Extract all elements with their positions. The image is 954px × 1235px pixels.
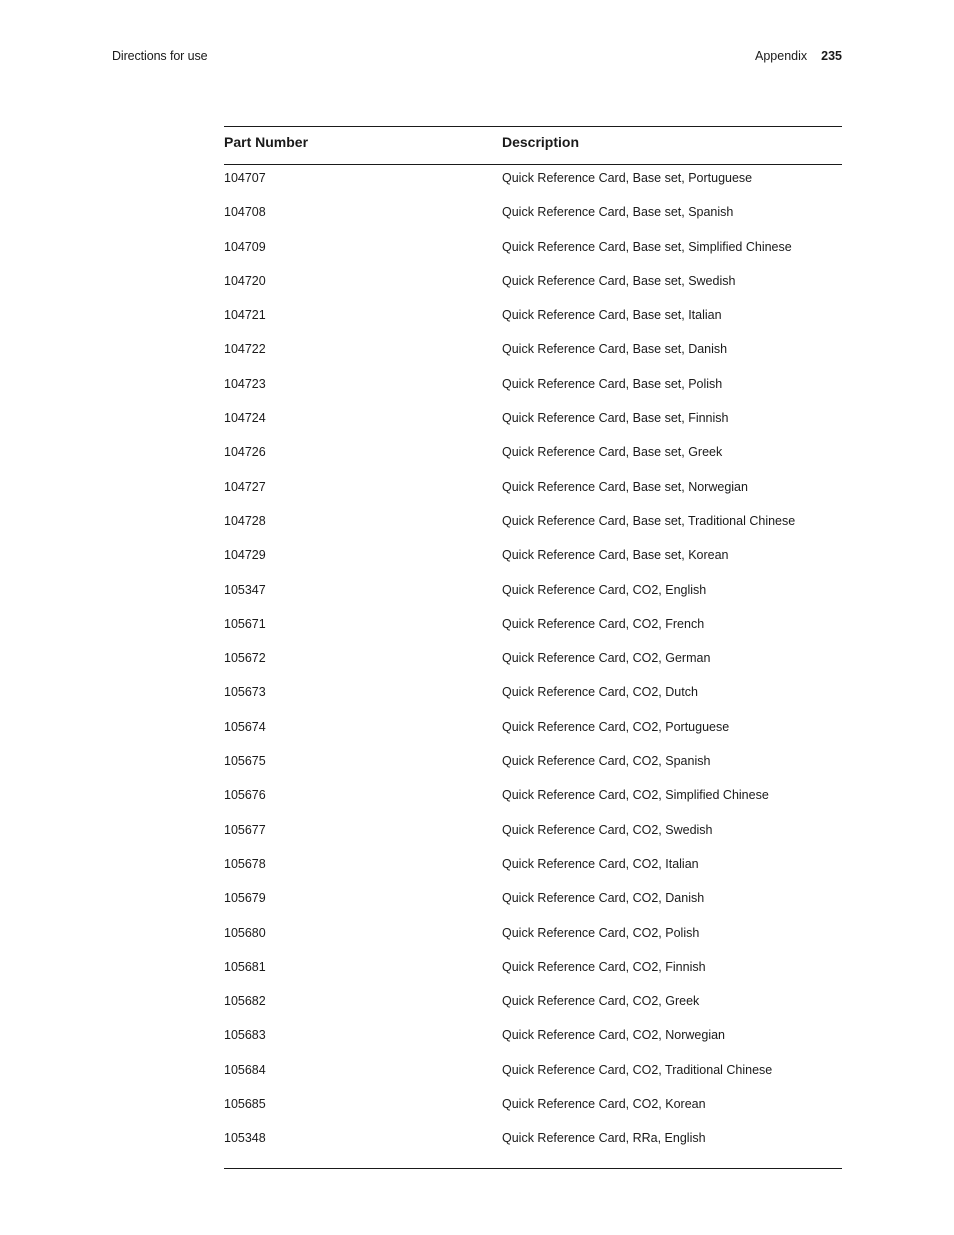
part-number-cell: 105680 xyxy=(224,925,266,940)
parts-table xyxy=(224,126,842,1169)
description-cell: Quick Reference Card, RRa, English xyxy=(502,1131,706,1146)
description-cell: Quick Reference Card, Base set, Korean xyxy=(502,548,729,563)
table-row xyxy=(224,924,842,958)
part-number-cell: 104724 xyxy=(224,411,266,426)
table-row xyxy=(224,958,842,992)
table-row xyxy=(224,340,842,374)
part-number-cell: 105674 xyxy=(224,719,266,734)
description-cell: Quick Reference Card, Base set, Norwegian xyxy=(502,479,748,494)
part-number-cell: 105347 xyxy=(224,582,266,597)
table-row xyxy=(224,992,842,1026)
part-number-cell: 104729 xyxy=(224,548,266,563)
table-row xyxy=(224,512,842,546)
part-number-cell: 105672 xyxy=(224,651,266,666)
table-row xyxy=(224,478,842,512)
part-number-cell: 104707 xyxy=(224,171,266,185)
description-cell: Quick Reference Card, CO2, Finnish xyxy=(502,959,706,974)
part-number-cell: 104721 xyxy=(224,308,266,323)
description-cell: Quick Reference Card, Base set, Swedish xyxy=(502,273,736,288)
part-number-cell: 105683 xyxy=(224,1028,266,1043)
table-row xyxy=(224,1061,842,1095)
description-cell: Quick Reference Card, Base set, Traditional Chinese xyxy=(502,513,796,528)
table-row xyxy=(224,1129,842,1163)
description-cell: Quick Reference Card, CO2, English xyxy=(502,582,707,597)
table-row xyxy=(224,615,842,649)
part-number-cell: 104728 xyxy=(224,513,266,528)
part-number-cell: 104726 xyxy=(224,445,266,460)
part-number-cell: 105673 xyxy=(224,685,266,700)
part-number-cell: 105675 xyxy=(224,754,266,769)
part-number-cell: 104708 xyxy=(224,205,266,220)
part-number-cell: 105685 xyxy=(224,1097,266,1112)
table-row xyxy=(224,683,842,717)
table-row xyxy=(224,443,842,477)
column-header-part-number: Part Number xyxy=(224,134,309,150)
table-row xyxy=(224,649,842,683)
part-number-cell: 104727 xyxy=(224,479,266,494)
part-number-cell: 104722 xyxy=(224,342,266,357)
part-number-cell: 104720 xyxy=(224,273,266,288)
description-cell: Quick Reference Card, CO2, Swedish xyxy=(502,822,713,837)
part-number-cell: 104709 xyxy=(224,239,266,254)
description-cell: Quick Reference Card, CO2, Korean xyxy=(502,1097,706,1112)
table-row xyxy=(224,821,842,855)
description-cell: Quick Reference Card, CO2, Spanish xyxy=(502,754,711,769)
section-name: Appendix xyxy=(755,49,808,63)
table-row xyxy=(224,409,842,443)
part-number-cell: 105682 xyxy=(224,994,266,1009)
description-cell: Quick Reference Card, Base set, Simplified Chinese xyxy=(502,239,792,254)
description-cell: Quick Reference Card, CO2, Danish xyxy=(502,891,705,906)
table-row xyxy=(224,718,842,752)
table-row xyxy=(224,1095,842,1129)
part-number-cell: 105348 xyxy=(224,1131,266,1146)
description-cell: Quick Reference Card, Base set, Greek xyxy=(502,445,723,460)
table-row xyxy=(224,306,842,340)
column-header-description: Description xyxy=(502,134,580,150)
description-cell: Quick Reference Card, CO2, Portuguese xyxy=(502,719,730,734)
description-cell: Quick Reference Card, CO2, German xyxy=(502,651,711,666)
table-row xyxy=(224,786,842,820)
description-cell: Quick Reference Card, Base set, Finnish xyxy=(502,411,729,426)
description-cell: Quick Reference Card, CO2, Italian xyxy=(502,856,699,871)
description-cell: Quick Reference Card, Base set, Polish xyxy=(502,376,723,391)
table-row xyxy=(224,752,842,786)
description-cell: Quick Reference Card, Base set, Italian xyxy=(502,308,722,323)
description-cell: Quick Reference Card, CO2, Dutch xyxy=(502,685,698,700)
table-row xyxy=(224,203,842,237)
description-cell: Quick Reference Card, Base set, Spanish xyxy=(502,205,734,220)
description-cell: Quick Reference Card, CO2, Norwegian xyxy=(502,1028,726,1043)
part-number-cell: 105684 xyxy=(224,1062,266,1077)
page-header-right xyxy=(755,49,842,63)
table-row xyxy=(224,855,842,889)
table-header xyxy=(224,126,842,165)
page-number: 235 xyxy=(821,49,842,63)
part-number-cell: 105679 xyxy=(224,891,266,906)
description-cell: Quick Reference Card, CO2, Polish xyxy=(502,925,700,940)
part-number-cell: 105678 xyxy=(224,856,266,871)
description-cell: Quick Reference Card, CO2, Greek xyxy=(502,994,700,1009)
table-body xyxy=(224,165,842,1169)
description-cell: Quick Reference Card, CO2, Traditional Chinese xyxy=(502,1062,773,1077)
document-title: Directions for use xyxy=(112,49,208,63)
description-cell: Quick Reference Card, Base set, Danish xyxy=(502,342,728,357)
table-row xyxy=(224,272,842,306)
part-number-cell: 105671 xyxy=(224,616,266,631)
description-cell: Quick Reference Card, Base set, Portuguese xyxy=(502,171,753,185)
table-row xyxy=(224,375,842,409)
table-row xyxy=(224,889,842,923)
description-cell: Quick Reference Card, CO2, French xyxy=(502,616,705,631)
table-row xyxy=(224,238,842,272)
part-number-cell: 105677 xyxy=(224,822,266,837)
part-number-cell: 105676 xyxy=(224,788,266,803)
part-number-cell: 105681 xyxy=(224,959,266,974)
table-row xyxy=(224,169,842,203)
part-number-cell: 104723 xyxy=(224,376,266,391)
table-row xyxy=(224,546,842,580)
table-row xyxy=(224,1026,842,1060)
table-row xyxy=(224,581,842,615)
description-cell: Quick Reference Card, CO2, Simplified Chinese xyxy=(502,788,769,803)
